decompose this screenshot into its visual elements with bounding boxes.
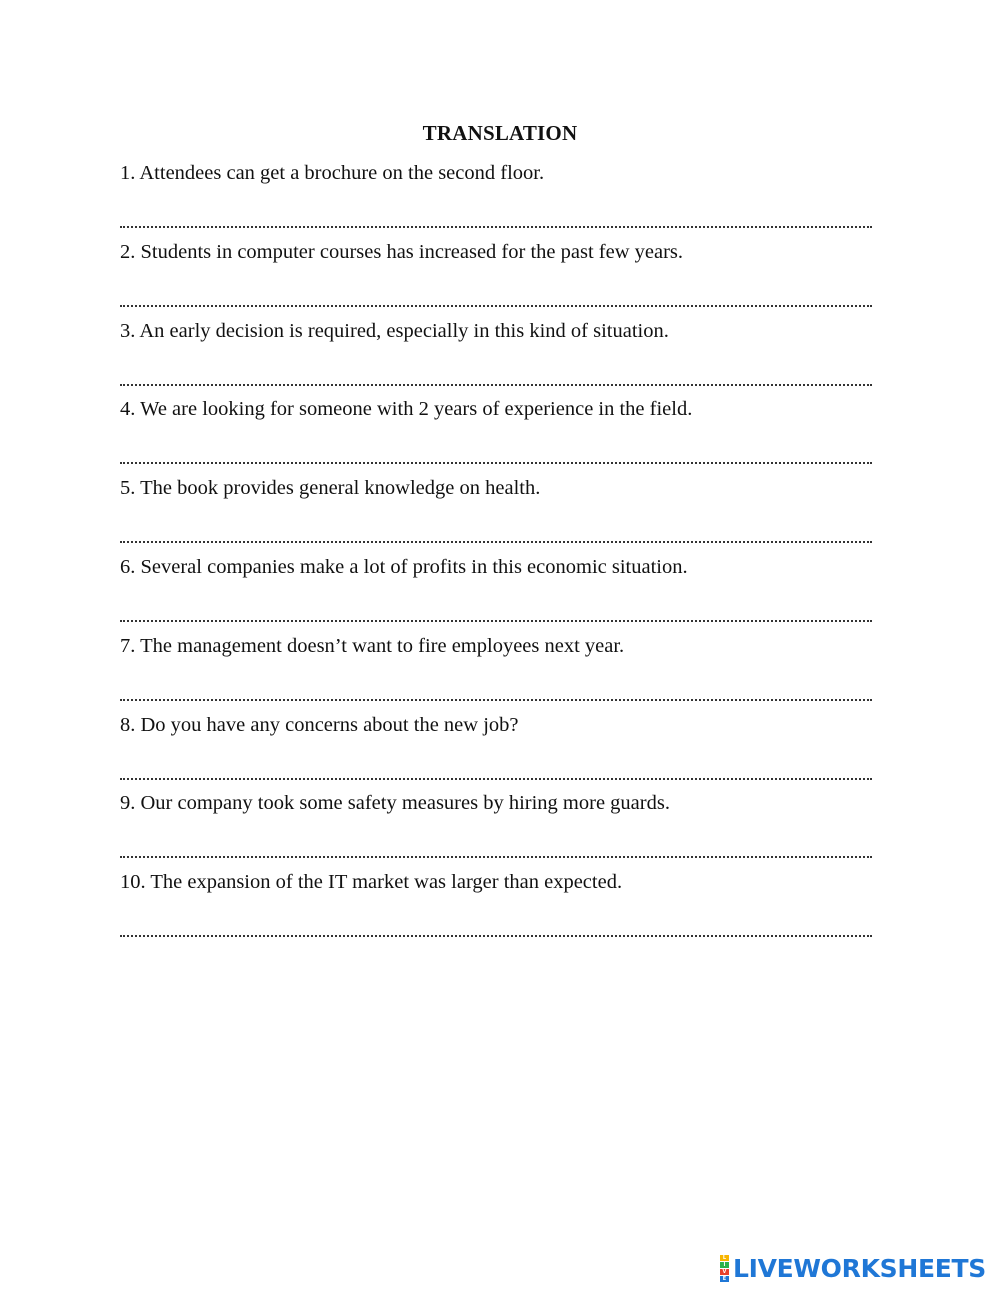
question-text: 1. Attendees can get a brochure on the second floor. [120,162,545,184]
question-text: 10. The expansion of the IT market was larger than expected. [120,871,623,894]
logo-blocks-icon [720,1255,729,1282]
question-item [120,160,872,239]
answer-input[interactable] [120,596,872,622]
question-item [120,554,872,633]
page-title: TRANSLATION [422,121,578,145]
answer-input[interactable] [120,281,872,307]
question-item [120,633,872,712]
question-item [120,318,872,397]
answer-input[interactable] [120,202,872,228]
answer-input[interactable] [120,911,872,937]
answer-input[interactable] [120,438,872,464]
question-item [120,475,872,554]
question-item [120,396,872,475]
question-text: 6. Several companies make a lot of profits in this economic situation. [120,555,688,578]
answer-input[interactable] [120,360,872,386]
answer-input[interactable] [120,754,872,780]
question-text: 7. The management doesn’t want to fire employees next year. [120,634,625,657]
answer-input[interactable] [120,832,872,858]
logo-block-l: L [720,1255,729,1261]
question-list [120,160,872,948]
question-text: 2. Students in computer courses has increased for the past few years. [120,240,684,263]
brand-name: LIVEWORKSHEETS [732,1253,986,1283]
question-item [120,869,872,948]
question-text: 8. Do you have any concerns about the new job? [120,713,519,736]
logo-block-i: I [720,1262,729,1268]
logo-block-e: E [720,1276,729,1282]
question-item [120,712,872,791]
question-item [120,239,872,318]
question-text: 9. Our company took some safety measures by hiring more guards. [120,792,670,815]
question-text: 4. We are looking for someone with 2 years of experience in the field. [120,398,693,421]
question-item [120,790,872,869]
question-text: 3. An early decision is required, especially in this kind of situation. [120,319,669,342]
question-text: 5. The book provides general knowledge on health. [120,477,541,500]
logo-block-v: V [720,1269,729,1275]
answer-input[interactable] [120,517,872,543]
answer-input[interactable] [120,675,872,701]
liveworksheets-logo [720,1253,986,1283]
